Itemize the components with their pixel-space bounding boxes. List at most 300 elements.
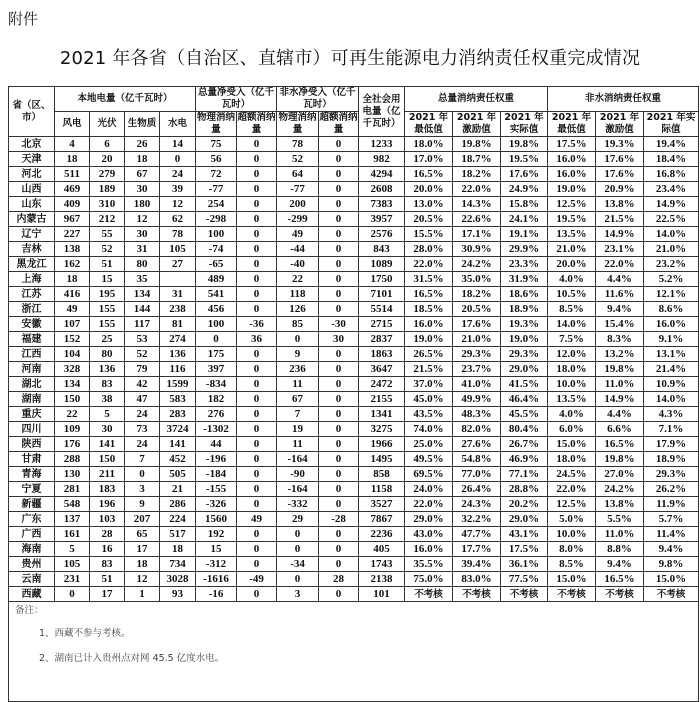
data-cell: 22.0% (548, 482, 596, 497)
data-cell: 18.0% (548, 452, 596, 467)
data-cell: 27 (160, 257, 196, 272)
data-cell: 13.1% (644, 347, 699, 362)
data-cell: 100 (196, 227, 237, 242)
data-cell: 17.6% (453, 317, 501, 332)
province-cell: 安徽 (9, 317, 55, 332)
data-cell: 17.5% (548, 137, 596, 152)
data-cell: 0 (319, 137, 359, 152)
col-header-total-excess: 超额消纳量 (237, 112, 276, 135)
data-cell: 23.7% (453, 362, 501, 377)
data-cell: 469 (55, 182, 90, 197)
data-cell: 18.7% (453, 152, 501, 167)
group-header-local-power: 本地电量（亿千瓦时） (55, 87, 196, 112)
data-cell: 29 (277, 512, 319, 527)
data-cell: 18.2% (453, 287, 501, 302)
province-cell: 广西 (9, 527, 55, 542)
data-cell: 15.0% (548, 437, 596, 452)
data-cell: 176 (55, 437, 90, 452)
data-cell: 14.9% (596, 227, 644, 242)
data-cell: 31.9% (501, 272, 548, 287)
data-cell: 286 (160, 497, 196, 512)
data-cell: 73 (125, 422, 160, 437)
data-cell: 80.4% (501, 422, 548, 437)
data-cell: 49.9% (453, 392, 501, 407)
data-cell: 14.0% (548, 317, 596, 332)
data-cell: 858 (359, 467, 405, 482)
data-cell: 104 (55, 347, 90, 362)
data-cell: 11.0% (596, 527, 644, 542)
data-cell: 2715 (359, 317, 405, 332)
data-cell: 276 (196, 407, 237, 422)
data-cell: 1341 (359, 407, 405, 422)
data-cell: 155 (90, 302, 125, 317)
data-cell: 2837 (359, 332, 405, 347)
data-cell: 19.3% (501, 317, 548, 332)
data-cell: 16.8% (644, 167, 699, 182)
data-cell: 65 (125, 527, 160, 542)
data-cell: 9.1% (644, 332, 699, 347)
province-cell: 黑龙江 (9, 257, 55, 272)
data-cell: 28.8% (501, 482, 548, 497)
data-cell: 37.0% (405, 377, 453, 392)
data-cell: 21.5% (596, 212, 644, 227)
data-cell: 30 (125, 182, 160, 197)
data-cell: 22 (277, 272, 319, 287)
data-cell: 19.8% (453, 137, 501, 152)
col-header-total-min: 2021 年最低值 (405, 112, 453, 137)
data-cell: 138 (55, 242, 90, 257)
province-cell: 贵州 (9, 557, 55, 572)
data-cell: 45.0% (405, 392, 453, 407)
data-cell: 11.6% (596, 287, 644, 302)
data-cell: -164 (277, 452, 319, 467)
data-cell: 79 (125, 362, 160, 377)
data-cell: 77.0% (453, 467, 501, 482)
data-cell (160, 272, 196, 287)
data-cell: 13.5% (548, 227, 596, 242)
data-cell: 22.0% (596, 257, 644, 272)
data-cell: 0 (319, 437, 359, 452)
data-cell: 26.7% (501, 437, 548, 452)
data-cell: 49 (55, 302, 90, 317)
data-cell: 6.0% (548, 422, 596, 437)
data-cell: 141 (160, 437, 196, 452)
data-cell: 279 (90, 167, 125, 182)
data-cell: 155 (90, 317, 125, 332)
province-cell: 河南 (9, 362, 55, 377)
col-header-solar: 光伏 (90, 112, 125, 137)
data-cell: 4.3% (644, 407, 699, 422)
data-cell: 21.4% (644, 362, 699, 377)
data-cell: 29.0% (405, 512, 453, 527)
data-cell: 10.5% (548, 287, 596, 302)
table-row (9, 497, 699, 512)
data-cell: 0 (237, 272, 277, 287)
data-cell: 0 (237, 212, 277, 227)
data-cell: 18.9% (501, 302, 548, 317)
data-cell: 24.9% (501, 182, 548, 197)
data-cell: 55 (90, 227, 125, 242)
data-cell: 0 (277, 527, 319, 542)
data-cell: 0 (237, 167, 277, 182)
data-cell: 13.0% (405, 197, 453, 212)
data-cell: 505 (160, 467, 196, 482)
data-cell: 0 (237, 347, 277, 362)
data-cell: 83.0% (453, 572, 501, 587)
data-cell: 0 (277, 542, 319, 557)
data-cell: 12.5% (548, 197, 596, 212)
data-cell: 35.5% (405, 557, 453, 572)
data-cell: 20 (90, 152, 125, 167)
data-cell: -40 (277, 257, 319, 272)
data-cell: 29.0% (501, 512, 548, 527)
data-cell: 18.2% (453, 167, 501, 182)
province-cell: 陕西 (9, 437, 55, 452)
data-cell: 31 (125, 242, 160, 257)
group-header-total-weight: 总量消纳责任权重 (405, 87, 548, 112)
data-cell: 117 (125, 317, 160, 332)
data-cell: 107 (55, 317, 90, 332)
data-cell: 83 (90, 557, 125, 572)
data-cell: 118 (277, 287, 319, 302)
data-cell: 67 (277, 392, 319, 407)
data-cell: 16.0% (405, 542, 453, 557)
data-cell: -332 (277, 497, 319, 512)
data-cell: 8.6% (644, 302, 699, 317)
data-cell: 22.6% (453, 212, 501, 227)
data-cell: 0 (319, 182, 359, 197)
data-cell: 192 (196, 527, 237, 542)
data-cell: -326 (196, 497, 237, 512)
province-cell: 新疆 (9, 497, 55, 512)
table-row (9, 317, 699, 332)
province-cell: 重庆 (9, 407, 55, 422)
data-cell: 0 (237, 287, 277, 302)
data-cell: 0 (237, 227, 277, 242)
data-cell: 26.5% (405, 347, 453, 362)
data-cell: 67 (125, 167, 160, 182)
data-cell: 39 (160, 182, 196, 197)
data-cell: 20.2% (501, 497, 548, 512)
data-cell: 982 (359, 152, 405, 167)
data-cell: 12 (160, 197, 196, 212)
data-cell: 31.5% (405, 272, 453, 287)
data-cell: 17.5% (501, 542, 548, 557)
data-cell: 17 (90, 587, 125, 602)
data-cell: -28 (319, 512, 359, 527)
data-cell: 0 (237, 377, 277, 392)
data-cell: -65 (196, 257, 237, 272)
data-cell: 1966 (359, 437, 405, 452)
col-header-total-actual: 2021 年实际值 (501, 112, 548, 137)
data-cell: 52 (125, 347, 160, 362)
data-cell: 281 (55, 482, 90, 497)
data-cell: 17.6% (596, 152, 644, 167)
col-header-total-physical: 物理消纳量 (197, 112, 236, 135)
data-cell: 15.0% (548, 572, 596, 587)
data-cell: 21 (160, 482, 196, 497)
data-cell: 134 (55, 377, 90, 392)
renewable-weight-table (8, 86, 699, 702)
data-cell: 967 (55, 212, 90, 227)
data-cell: -77 (277, 182, 319, 197)
data-cell: 19 (277, 422, 319, 437)
data-cell: 22.0% (453, 182, 501, 197)
data-cell: 23.1% (596, 242, 644, 257)
data-cell: 14.9% (596, 392, 644, 407)
data-cell: 150 (90, 452, 125, 467)
data-cell: 0 (319, 197, 359, 212)
data-cell: 136 (160, 347, 196, 362)
data-cell: 227 (55, 227, 90, 242)
data-cell: 4.0% (548, 272, 596, 287)
data-cell: 20.5% (453, 302, 501, 317)
province-cell: 吉林 (9, 242, 55, 257)
data-cell: 75 (196, 137, 237, 152)
data-cell: 43.5% (405, 407, 453, 422)
data-cell: 20.0% (548, 257, 596, 272)
data-cell: 0 (237, 437, 277, 452)
data-cell: -49 (237, 572, 277, 587)
data-cell: 328 (55, 362, 90, 377)
data-cell: 11 (277, 377, 319, 392)
data-cell: -74 (196, 242, 237, 257)
data-cell: 136 (90, 362, 125, 377)
data-cell: -16 (196, 587, 237, 602)
table-row (9, 527, 699, 542)
data-cell: 78 (160, 227, 196, 242)
data-cell: 38 (90, 392, 125, 407)
data-cell: 0 (319, 347, 359, 362)
table-row (9, 467, 699, 482)
data-cell: 17.0% (405, 152, 453, 167)
data-cell: 26.4% (453, 482, 501, 497)
data-cell: 10.0% (548, 527, 596, 542)
table-row (9, 347, 699, 362)
data-cell: 224 (160, 512, 196, 527)
data-cell: 44 (196, 437, 237, 452)
data-cell: 5 (55, 542, 90, 557)
data-cell: 15 (90, 272, 125, 287)
data-cell: 3647 (359, 362, 405, 377)
data-cell: 3 (277, 587, 319, 602)
data-cell: 0 (196, 332, 237, 347)
data-cell: 27.0% (596, 467, 644, 482)
data-cell: 20.0% (405, 182, 453, 197)
data-cell: 254 (196, 197, 237, 212)
data-cell: 105 (55, 557, 90, 572)
data-cell: 288 (55, 452, 90, 467)
data-cell: 0 (237, 182, 277, 197)
data-cell: 24.1% (501, 212, 548, 227)
table-row (9, 287, 699, 302)
group-header-total-net-import: 总量净受入（亿千瓦时） (196, 87, 277, 112)
data-cell: 126 (277, 302, 319, 317)
data-cell: 11.4% (644, 527, 699, 542)
province-cell: 广东 (9, 512, 55, 527)
province-cell: 甘肃 (9, 452, 55, 467)
data-cell: 150 (55, 392, 90, 407)
data-cell: 3957 (359, 212, 405, 227)
data-cell: 2608 (359, 182, 405, 197)
data-cell: 0 (237, 497, 277, 512)
data-cell: 212 (90, 212, 125, 227)
data-cell: 19.8% (501, 137, 548, 152)
data-cell: 18 (55, 272, 90, 287)
data-cell: 13.2% (596, 347, 644, 362)
data-cell: 29.3% (453, 347, 501, 362)
data-cell: 456 (196, 302, 237, 317)
province-cell: 辽宁 (9, 227, 55, 242)
data-cell: 21.5% (405, 362, 453, 377)
data-cell: 734 (160, 557, 196, 572)
data-cell: 162 (55, 257, 90, 272)
data-cell: 82.0% (453, 422, 501, 437)
data-cell: 11 (277, 437, 319, 452)
table-row (9, 362, 699, 377)
data-cell: 8.8% (596, 542, 644, 557)
data-cell: 64 (277, 167, 319, 182)
table-row (9, 452, 699, 467)
data-cell: 24 (125, 407, 160, 422)
data-cell: 不考核 (405, 587, 453, 602)
data-cell: 39.4% (453, 557, 501, 572)
data-cell: 9.4% (644, 542, 699, 557)
group-header-nonhydro-weight: 非水消纳责任权重 (548, 87, 699, 112)
data-cell: 397 (196, 362, 237, 377)
data-cell: 0 (319, 467, 359, 482)
table-row (9, 422, 699, 437)
data-cell: 8.5% (548, 302, 596, 317)
data-cell: 5.2% (644, 272, 699, 287)
data-cell: 不考核 (453, 587, 501, 602)
table-row (9, 227, 699, 242)
notes-title: 备注： (15, 605, 44, 616)
data-cell: 24.3% (453, 497, 501, 512)
data-cell: 14.0% (644, 227, 699, 242)
data-cell: 5 (90, 407, 125, 422)
data-cell: 0 (319, 272, 359, 287)
data-cell: -834 (196, 377, 237, 392)
data-cell: 17 (125, 542, 160, 557)
data-cell: 3028 (160, 572, 196, 587)
data-cell: -1616 (196, 572, 237, 587)
data-cell: 15.5% (405, 227, 453, 242)
data-cell: 0 (237, 257, 277, 272)
data-cell: 109 (55, 422, 90, 437)
province-cell: 山西 (9, 182, 55, 197)
province-cell: 宁夏 (9, 482, 55, 497)
province-cell: 湖北 (9, 377, 55, 392)
data-cell: 18.5% (405, 302, 453, 317)
data-cell: 18 (160, 542, 196, 557)
data-cell: 4.4% (596, 407, 644, 422)
data-cell: 0 (319, 542, 359, 557)
data-cell: 13.8% (596, 497, 644, 512)
data-cell: 238 (160, 302, 196, 317)
data-cell: 19.8% (596, 452, 644, 467)
data-cell: -1302 (196, 422, 237, 437)
data-cell: 62 (160, 212, 196, 227)
data-cell: 12.1% (644, 287, 699, 302)
data-cell: 14.0% (644, 392, 699, 407)
data-cell: 24.2% (596, 482, 644, 497)
data-cell: 4 (55, 137, 90, 152)
data-cell: 32.2% (453, 512, 501, 527)
province-cell: 天津 (9, 152, 55, 167)
data-cell: 22.0% (405, 257, 453, 272)
col-header-province: 省（区、市） (9, 87, 55, 137)
data-cell: 6 (90, 137, 125, 152)
col-header-nonhydro-physical: 物理消纳量 (278, 112, 317, 135)
data-cell: 1495 (359, 452, 405, 467)
data-cell: 42 (125, 377, 160, 392)
data-cell: 161 (55, 527, 90, 542)
data-cell: 0 (237, 452, 277, 467)
table-row (9, 542, 699, 557)
data-cell: 141 (90, 437, 125, 452)
data-cell: 81 (160, 317, 196, 332)
data-cell: 不考核 (548, 587, 596, 602)
table-row (9, 302, 699, 317)
table-row (9, 407, 699, 422)
data-cell: 152 (55, 332, 90, 347)
data-cell: 49.5% (405, 452, 453, 467)
data-cell: 548 (55, 497, 90, 512)
data-cell: 1233 (359, 137, 405, 152)
data-cell: 416 (55, 287, 90, 302)
data-cell: 0 (237, 542, 277, 557)
data-cell: 54.8% (453, 452, 501, 467)
data-cell: 30 (90, 422, 125, 437)
data-cell: 1743 (359, 557, 405, 572)
data-cell: 35 (125, 272, 160, 287)
data-cell: 23.2% (644, 257, 699, 272)
data-cell: 2138 (359, 572, 405, 587)
data-cell: 405 (359, 542, 405, 557)
data-cell: 5.0% (548, 512, 596, 527)
data-cell: -34 (277, 557, 319, 572)
data-cell: 17.6% (501, 167, 548, 182)
table-row (9, 242, 699, 257)
data-cell: 20.5% (405, 212, 453, 227)
data-cell: 18 (125, 557, 160, 572)
col-header-biomass: 生物质 (125, 112, 160, 137)
data-cell: -164 (277, 482, 319, 497)
data-cell: 47.7% (453, 527, 501, 542)
data-cell: 11.9% (644, 497, 699, 512)
group-header-nonhydro-net-import: 非水净受入（亿千瓦时） (277, 87, 359, 112)
data-cell: 3 (125, 482, 160, 497)
note-item: 1、西藏不参与考核。 (39, 628, 131, 639)
page-title: 2021 年各省（自治区、直辖市）可再生能源电力消纳责任权重完成情况 (59, 48, 641, 69)
data-cell: 0 (319, 302, 359, 317)
data-cell: 310 (90, 197, 125, 212)
data-cell: 49 (277, 227, 319, 242)
data-cell: 5.7% (644, 512, 699, 527)
data-cell: 409 (55, 197, 90, 212)
data-cell: 69.5% (405, 467, 453, 482)
data-cell: 85 (277, 317, 319, 332)
data-cell: 27.6% (453, 437, 501, 452)
data-cell: -36 (237, 317, 277, 332)
data-cell: 0 (319, 452, 359, 467)
data-cell: 18.0% (548, 362, 596, 377)
data-cell: 17.9% (644, 437, 699, 452)
data-cell: 22 (55, 407, 90, 422)
data-cell: 24 (160, 167, 196, 182)
data-cell: 13.8% (596, 197, 644, 212)
